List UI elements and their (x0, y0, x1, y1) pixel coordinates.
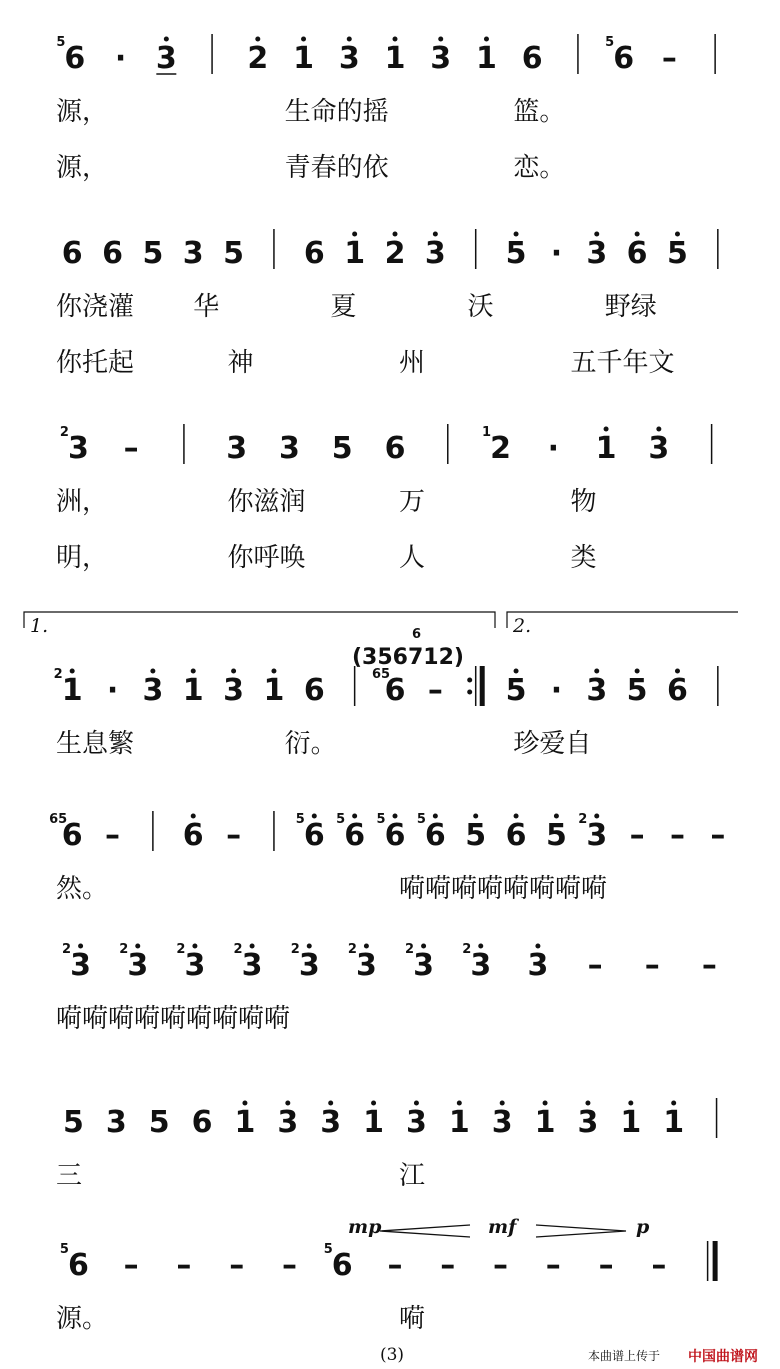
note: 3 (320, 1105, 342, 1140)
grace-note: 5 (605, 35, 615, 50)
octave-dot (594, 232, 599, 237)
score-line-4 (24, 612, 738, 759)
grace-note: 5 (336, 812, 346, 827)
lyric-segment: 嗬 (399, 1304, 426, 1334)
note: 3 (241, 948, 263, 983)
note: 3 (338, 41, 360, 76)
lyric-segment: 恋。 (513, 153, 566, 183)
note: 2 (384, 236, 406, 271)
octave-dot (393, 232, 398, 237)
octave-dot (135, 944, 140, 949)
note: 1 (448, 1105, 470, 1140)
octave-dot (604, 427, 609, 432)
lyric-segment: 你托起 (56, 348, 135, 378)
dash-mark: – (701, 948, 717, 983)
octave-dot (250, 944, 255, 949)
note: 1 (620, 1105, 642, 1140)
octave-dot (307, 944, 312, 949)
page-number: (3) (379, 1345, 405, 1365)
grace-note: 5 (416, 812, 426, 827)
score-line-7 (56, 1098, 717, 1191)
lyric-segment: 珍爱自 (513, 729, 592, 759)
lyric-segment: 江 (399, 1161, 426, 1191)
dash-mark: – (176, 1248, 192, 1283)
lyric-segment: 生命的摇 (284, 97, 389, 127)
note: 1 (663, 1105, 685, 1140)
note: 3 (127, 948, 149, 983)
note: 2 (490, 431, 511, 466)
lyric-segment: 你呼唤 (227, 543, 306, 573)
dot-mark: · (547, 431, 560, 466)
grace-note: 2 (405, 942, 415, 957)
octave-dot (535, 944, 540, 949)
octave-dot (478, 944, 483, 949)
note: 1 (182, 673, 204, 708)
note: 1 (384, 41, 406, 76)
note: 3 (424, 236, 446, 271)
octave-dot (635, 232, 640, 237)
note: 1 (476, 41, 497, 76)
note: 1 (534, 1105, 556, 1140)
octave-dot (514, 669, 519, 674)
dash-mark: – (587, 948, 603, 983)
note: 6 (667, 673, 688, 708)
note: 6 (384, 818, 406, 853)
octave-dot (255, 37, 260, 42)
note: 1 (595, 431, 617, 466)
octave-dot (457, 1101, 462, 1106)
note: 3 (406, 1105, 427, 1140)
note: 5 (142, 236, 164, 271)
octave-dot (352, 232, 357, 237)
octave-dot (347, 37, 352, 42)
lyric-segment: 你浇灌 (56, 292, 135, 322)
note: 6 (384, 673, 406, 708)
dash-mark: – (281, 1248, 297, 1283)
dash-mark: – (644, 948, 660, 983)
footer-text: 本曲谱上传于 (588, 1349, 661, 1363)
octave-dot (500, 1101, 505, 1106)
dash-mark: – (226, 818, 242, 853)
crescendo-hairpin (380, 1225, 470, 1237)
octave-dot (543, 1101, 548, 1106)
dynamic-p: p (636, 1216, 650, 1238)
note: 5 (545, 818, 567, 853)
octave-dot (312, 814, 317, 819)
note: 1 (344, 236, 366, 271)
octave-dot (364, 944, 369, 949)
octave-dot (70, 669, 75, 674)
note: 1 (363, 1105, 384, 1140)
score-lines (24, 34, 738, 1334)
dash-mark: – (598, 1248, 614, 1283)
octave-dot (585, 1101, 590, 1106)
note: 3 (182, 236, 204, 271)
octave-dot (271, 669, 276, 674)
octave-dot (628, 1101, 633, 1106)
note: 3 (355, 948, 377, 983)
grace-note: 65 (49, 812, 68, 827)
note: 6 (303, 818, 325, 853)
note: 3 (105, 1105, 127, 1140)
grace-note: 5 (323, 1242, 333, 1257)
octave-dot (150, 669, 155, 674)
note: 5 (465, 818, 487, 853)
dash-mark: – (387, 1248, 403, 1283)
octave-dot (231, 669, 236, 674)
octave-dot (164, 37, 169, 42)
octave-dot (594, 669, 599, 674)
note: 3 (184, 948, 206, 983)
lyric-segment: 源， (56, 153, 109, 183)
lyric-segment: 人 (399, 543, 426, 573)
note: 3 (586, 673, 608, 708)
dot-mark: · (550, 673, 563, 708)
lyric-segment: 衍。 (284, 729, 337, 759)
octave-dot (191, 814, 196, 819)
lyric-segment: 五千年文 (570, 348, 675, 378)
note: 3 (226, 431, 248, 466)
dynamic-mf: mf (488, 1216, 517, 1238)
dot-mark: · (550, 236, 563, 271)
grace-note: 2 (53, 667, 63, 682)
octave-dot (393, 814, 398, 819)
note: 6 (505, 818, 527, 853)
score-line-8 (56, 1216, 718, 1334)
lyric-segment: 野绿 (604, 292, 657, 322)
note: 6 (61, 818, 83, 853)
lyric-segment: 华 (193, 292, 220, 322)
octave-dot (433, 814, 438, 819)
dash-mark: – (440, 1248, 456, 1283)
score-line-1 (56, 34, 715, 183)
dash-mark: – (493, 1248, 509, 1283)
note: 5 (626, 673, 648, 708)
note: 1 (263, 673, 285, 708)
lyric-segment: 嗬嗬嗬嗬嗬嗬嗬嗬 (399, 874, 608, 904)
lyric-segment: 你滋润 (227, 487, 306, 517)
grace-note: 5 (59, 1242, 69, 1257)
dot-mark: · (114, 41, 127, 76)
octave-dot (514, 232, 519, 237)
octave-dot (484, 37, 489, 42)
lyric-segment: 青春的依 (284, 153, 389, 183)
octave-dot (438, 37, 443, 42)
octave-dot (371, 1101, 376, 1106)
note: 3 (648, 431, 670, 466)
lyric-segment: 夏 (330, 292, 357, 322)
decrescendo-hairpin (536, 1225, 626, 1237)
octave-dot (675, 232, 680, 237)
note: 1 (234, 1105, 256, 1140)
octave-dot (421, 944, 426, 949)
grace-note: 2 (290, 942, 300, 957)
note: 3 (577, 1105, 599, 1140)
note: 5 (148, 1105, 170, 1140)
octave-dot (554, 814, 559, 819)
note: 3 (142, 673, 164, 708)
dash-mark: – (669, 818, 685, 853)
note: 5 (667, 236, 688, 271)
note: 3 (279, 431, 300, 466)
repeat-dot (467, 678, 472, 683)
score-line-6 (56, 942, 717, 1034)
grace-note: 5 (56, 35, 66, 50)
lyric-segment: 嗬嗬嗬嗬嗬嗬嗬嗬嗬 (56, 1004, 291, 1034)
note: 3 (277, 1105, 299, 1140)
score-line-3 (56, 424, 712, 573)
dash-mark: – (629, 818, 645, 853)
octave-dot (675, 669, 680, 674)
grace-note: 2 (578, 812, 588, 827)
volta-label-1: 1. (30, 615, 49, 637)
dash-mark: – (229, 1248, 245, 1283)
dash-mark: – (105, 818, 121, 853)
grace-note: 2 (176, 942, 186, 957)
dash-mark: – (427, 673, 443, 708)
repeat-dot (467, 690, 472, 695)
grace-note: 2 (233, 942, 243, 957)
octave-dot (414, 1101, 419, 1106)
volta-label-2: 2. (513, 615, 532, 637)
octave-dot (192, 944, 197, 949)
note: 6 (626, 236, 648, 271)
dash-mark: – (661, 41, 677, 76)
lyric-segment: 源， (56, 97, 109, 127)
bracket-notes: (356712) (352, 645, 464, 670)
lyric-segment: 物 (570, 487, 597, 517)
note: 3 (70, 948, 92, 983)
footer-logo: 中国曲谱网 (688, 1349, 758, 1365)
note: 6 (344, 818, 366, 853)
note: 6 (182, 818, 204, 853)
lyric-segment: 沃 (467, 292, 494, 322)
octave-dot (285, 1101, 290, 1106)
octave-dot (301, 37, 306, 42)
octave-dot (635, 669, 640, 674)
note: 5 (331, 431, 353, 466)
note: 6 (67, 1248, 89, 1283)
note: 6 (331, 1248, 353, 1283)
score-line-5 (49, 811, 725, 904)
note: 6 (613, 41, 635, 76)
bracket-grace: 6 (412, 627, 422, 642)
note: 6 (191, 1105, 213, 1140)
octave-dot (433, 232, 438, 237)
lyric-segment: 生息繁 (56, 729, 135, 759)
note: 3 (586, 236, 608, 271)
grace-note: 2 (59, 425, 69, 440)
octave-dot (393, 37, 398, 42)
note: 3 (430, 41, 452, 76)
octave-dot (328, 1101, 333, 1106)
octave-dot (191, 669, 196, 674)
lyric-segment: 源。 (56, 1304, 109, 1334)
lyric-segment: 明， (56, 543, 109, 573)
dot-mark: · (106, 673, 119, 708)
lyric-segment: 篮。 (513, 97, 566, 127)
lyric-segment: 州 (399, 348, 426, 378)
grace-note: 1 (482, 425, 492, 440)
note: 6 (303, 236, 325, 271)
dash-mark: – (710, 818, 726, 853)
final-barline-thick (713, 1241, 718, 1281)
lyric-segment: 然。 (56, 874, 109, 904)
octave-dot (352, 814, 357, 819)
octave-dot (242, 1101, 247, 1106)
dynamic-mp: mp (348, 1216, 382, 1238)
lyric-segment: 类 (570, 543, 597, 573)
volta-bracket-2 (507, 612, 738, 628)
lyric-segment: 洲， (56, 487, 109, 517)
grace-note: 2 (62, 942, 72, 957)
grace-note: 2 (119, 942, 129, 957)
note: 3 (155, 41, 177, 76)
score-line-2 (56, 229, 718, 378)
note: 3 (413, 948, 435, 983)
note: 3 (298, 948, 320, 983)
note: 3 (223, 673, 245, 708)
octave-dot (671, 1101, 676, 1106)
octave-dot (78, 944, 83, 949)
note: 3 (470, 948, 492, 983)
note: 6 (61, 236, 83, 271)
note: 2 (247, 41, 269, 76)
dash-mark: – (123, 1248, 139, 1283)
note: 6 (303, 673, 325, 708)
note: 3 (491, 1105, 513, 1140)
note: 3 (586, 818, 608, 853)
grace-note: 2 (462, 942, 472, 957)
note: 3 (67, 431, 89, 466)
note: 5 (223, 236, 245, 271)
note: 6 (64, 41, 86, 76)
note: 1 (61, 673, 83, 708)
grace-note: 2 (347, 942, 357, 957)
note: 6 (102, 236, 123, 271)
lyric-segment: 神 (227, 348, 254, 378)
note: 6 (384, 431, 406, 466)
octave-dot (656, 427, 661, 432)
grace-note: 5 (295, 812, 305, 827)
note: 3 (527, 948, 549, 983)
note: 6 (424, 818, 446, 853)
note: 5 (505, 673, 527, 708)
lyric-segment: 万 (399, 487, 426, 517)
note: 5 (63, 1105, 84, 1140)
grace-note: 65 (371, 667, 391, 682)
note: 6 (521, 41, 543, 76)
lyric-segment: 三 (56, 1161, 83, 1191)
octave-dot (594, 814, 599, 819)
dash-mark: – (545, 1248, 561, 1283)
note: 1 (293, 41, 314, 76)
repeat-barline-thick (480, 666, 485, 706)
dash-mark: – (123, 431, 139, 466)
dash-mark: – (651, 1248, 667, 1283)
octave-dot (473, 814, 478, 819)
note: 5 (505, 236, 527, 271)
volta-bracket-1 (24, 612, 495, 628)
grace-note: 5 (376, 812, 386, 827)
octave-dot (514, 814, 519, 819)
